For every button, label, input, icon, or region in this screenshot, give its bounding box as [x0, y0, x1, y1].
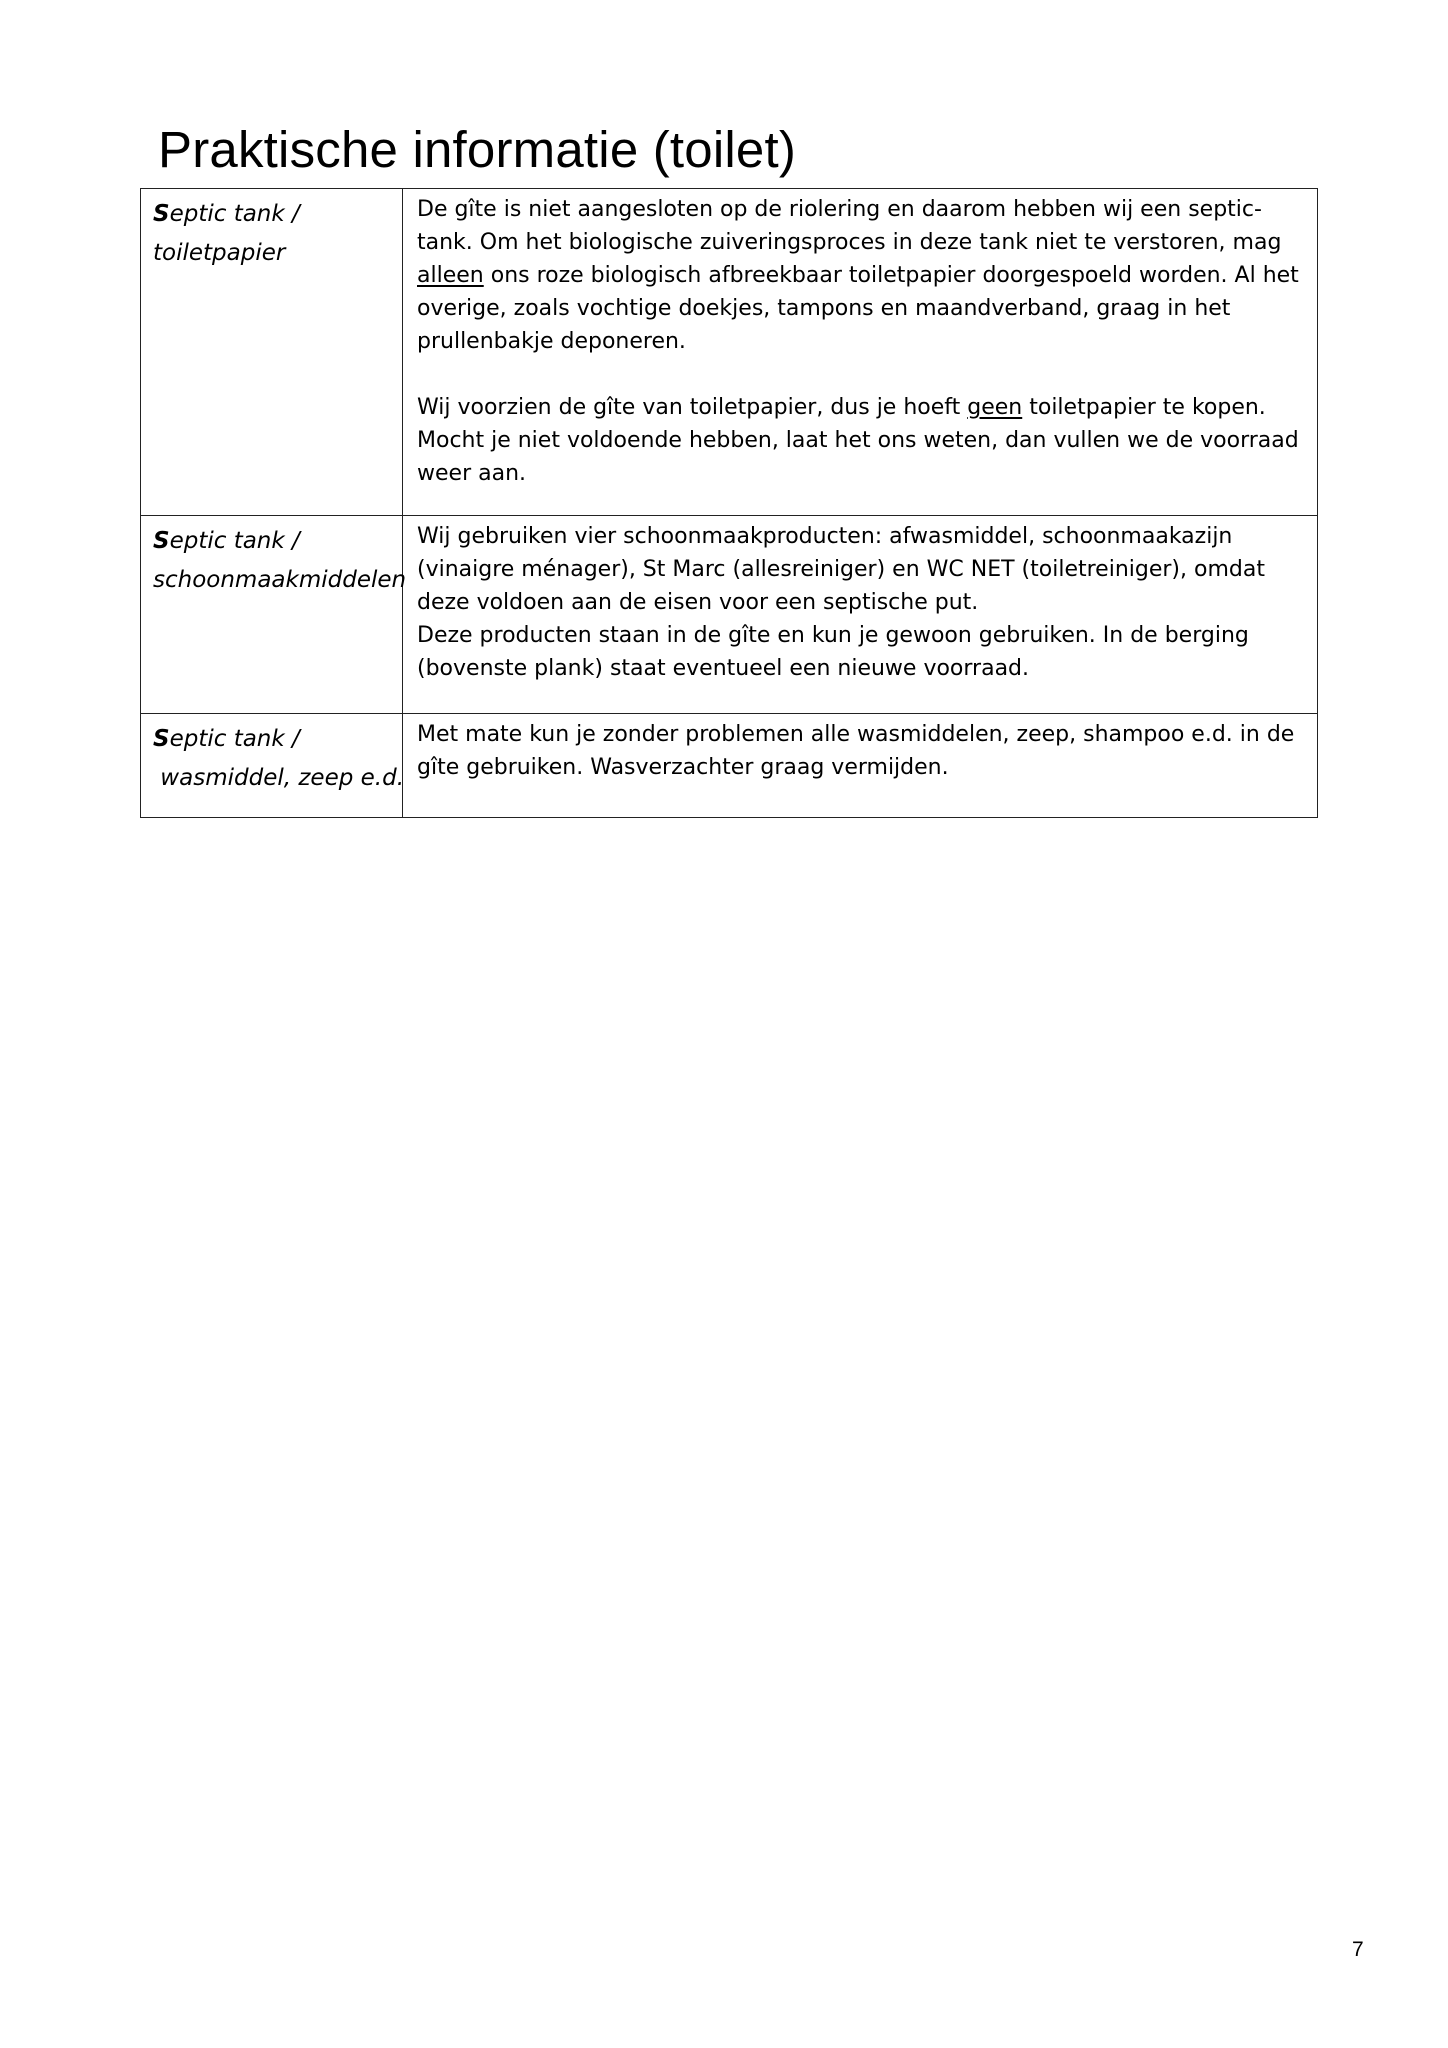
paragraph: Deze producten staan in de gîte en kun je gewoon gebruiken. In de berging (bovenste plank) staat eventueel een nieuwe voorraad.	[417, 623, 1249, 681]
row-label	[141, 516, 407, 713]
paragraph-text: Wij voorzien de gîte van toiletpapier, dus je hoeft	[417, 395, 968, 420]
row-content	[403, 714, 1317, 817]
label-line2: toiletpapier	[153, 240, 286, 266]
label-initial: S	[153, 528, 170, 554]
table-row	[140, 714, 1318, 818]
label-line1: eptic tank /	[169, 726, 300, 752]
paragraph-text: De gîte is niet aangesloten op de riolering en daarom hebben wij een septic-tank. Om het biologische zuiveringsproces in deze tank niet te verstoren, mag	[417, 197, 1282, 255]
table-row	[140, 516, 1318, 714]
page-title: Praktische informatie (toilet)	[158, 121, 797, 178]
paragraph: Met mate kun je zonder problemen alle wasmiddelen, zeep, shampoo e.d. in de gîte gebruiken. Wasverzachter graag vermijden.	[417, 722, 1295, 780]
info-table	[140, 188, 1318, 818]
paragraph	[417, 391, 1307, 490]
underlined-text: geen	[967, 395, 1023, 420]
row-label	[141, 714, 403, 817]
row-label	[141, 189, 403, 515]
table-row	[140, 188, 1318, 516]
label-line1: eptic tank /	[169, 528, 300, 554]
label-line2: wasmiddel, zeep e.d.	[153, 765, 405, 791]
label-initial: S	[153, 726, 170, 752]
paragraph-text: toiletpapier te kopen. Mocht je niet voldoende hebben, laat het ons weten, dan vullen we de voorraad weer aan.	[417, 395, 1299, 486]
paragraph-text: ons roze biologisch afbreekbaar toiletpapier doorgespoeld worden. Al het overige, zoals vochtige doekjes, tampons en maandverband, graag in het prullenbakje deponeren.	[417, 263, 1299, 354]
label-line1: eptic tank /	[169, 201, 300, 227]
label-line2: schoonmaakmiddelen	[153, 567, 407, 593]
row-content	[403, 516, 1317, 713]
row-content	[403, 189, 1317, 515]
paragraph	[417, 193, 1307, 358]
page-number: 7	[1352, 1938, 1364, 1961]
label-initial: S	[153, 201, 170, 227]
paragraph: Wij gebruiken vier schoonmaakproducten: afwasmiddel, schoonmaakazijn (vinaigre ménager), St Marc (allesreiniger) en WC NET (toiletreiniger), omdat deze voldoen aan de eisen voor een septische put.	[417, 524, 1265, 615]
underlined-text: alleen	[417, 263, 484, 288]
